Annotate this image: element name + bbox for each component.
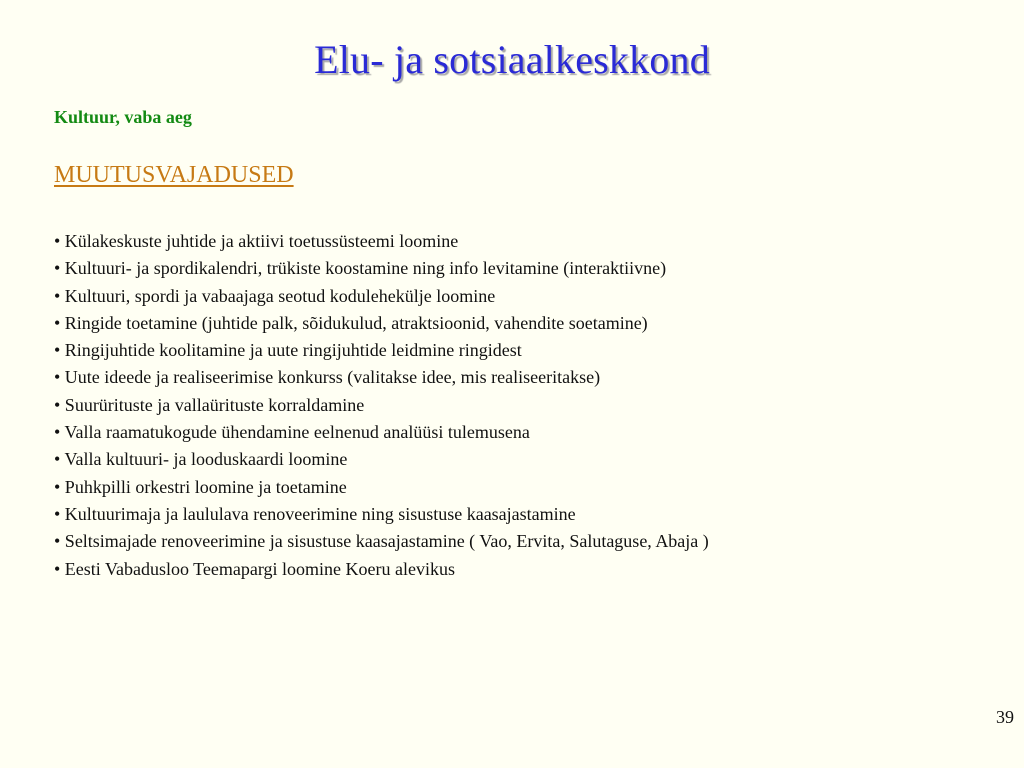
section-heading: MUUTUSVAJADUSED (54, 162, 294, 188)
list-item: • Suurürituste ja vallaürituste korraldamine (54, 394, 365, 415)
list-item: • Ringide toetamine (juhtide palk, sõidukulud, atraktsioonid, vahendite soetamine) (54, 312, 648, 333)
list-item: • Külakeskuste juhtide ja aktiivi toetussüsteemi loomine (54, 231, 459, 251)
page-number: 39 (996, 707, 1014, 727)
list-item: • Kultuuri, spordi ja vabaajaga seotud kodulehekülje loomine (54, 285, 496, 306)
list-item: • Kultuurimaja ja laululava renoveerimine ning sisustuse kaasajastamine (54, 503, 576, 524)
list-item: • Valla kultuuri- ja looduskaardi loomine (54, 449, 348, 470)
section-subtitle: Kultuur, vaba aeg (54, 107, 192, 127)
list-item: • Valla raamatukogude ühendamine eelnenud analüüsi tulemusena (54, 422, 530, 443)
list-item: • Kultuuri- ja spordikalendri, trükiste koostamine ning info levitamine (interaktiivne) (54, 258, 667, 279)
list-item: • Eesti Vabadusloo Teemapargi loomine Koeru alevikus (54, 558, 455, 579)
list-item: • Ringijuhtide koolitamine ja uute ringijuhtide leidmine ringidest (54, 340, 522, 361)
slide-title: Elu- ja sotsiaalkeskkond (314, 37, 710, 82)
list-item: • Uute ideede ja realiseerimise konkurss (valitakse idee, mis realiseeritakse) (54, 367, 601, 388)
bullet-list (54, 228, 709, 583)
list-item: • Puhkpilli orkestri loomine ja toetamine (54, 476, 347, 497)
list-item: • Seltsimajade renoveerimine ja sisustuse kaasajastamine ( Vao, Ervita, Salutaguse, Abaja ) (54, 531, 709, 552)
